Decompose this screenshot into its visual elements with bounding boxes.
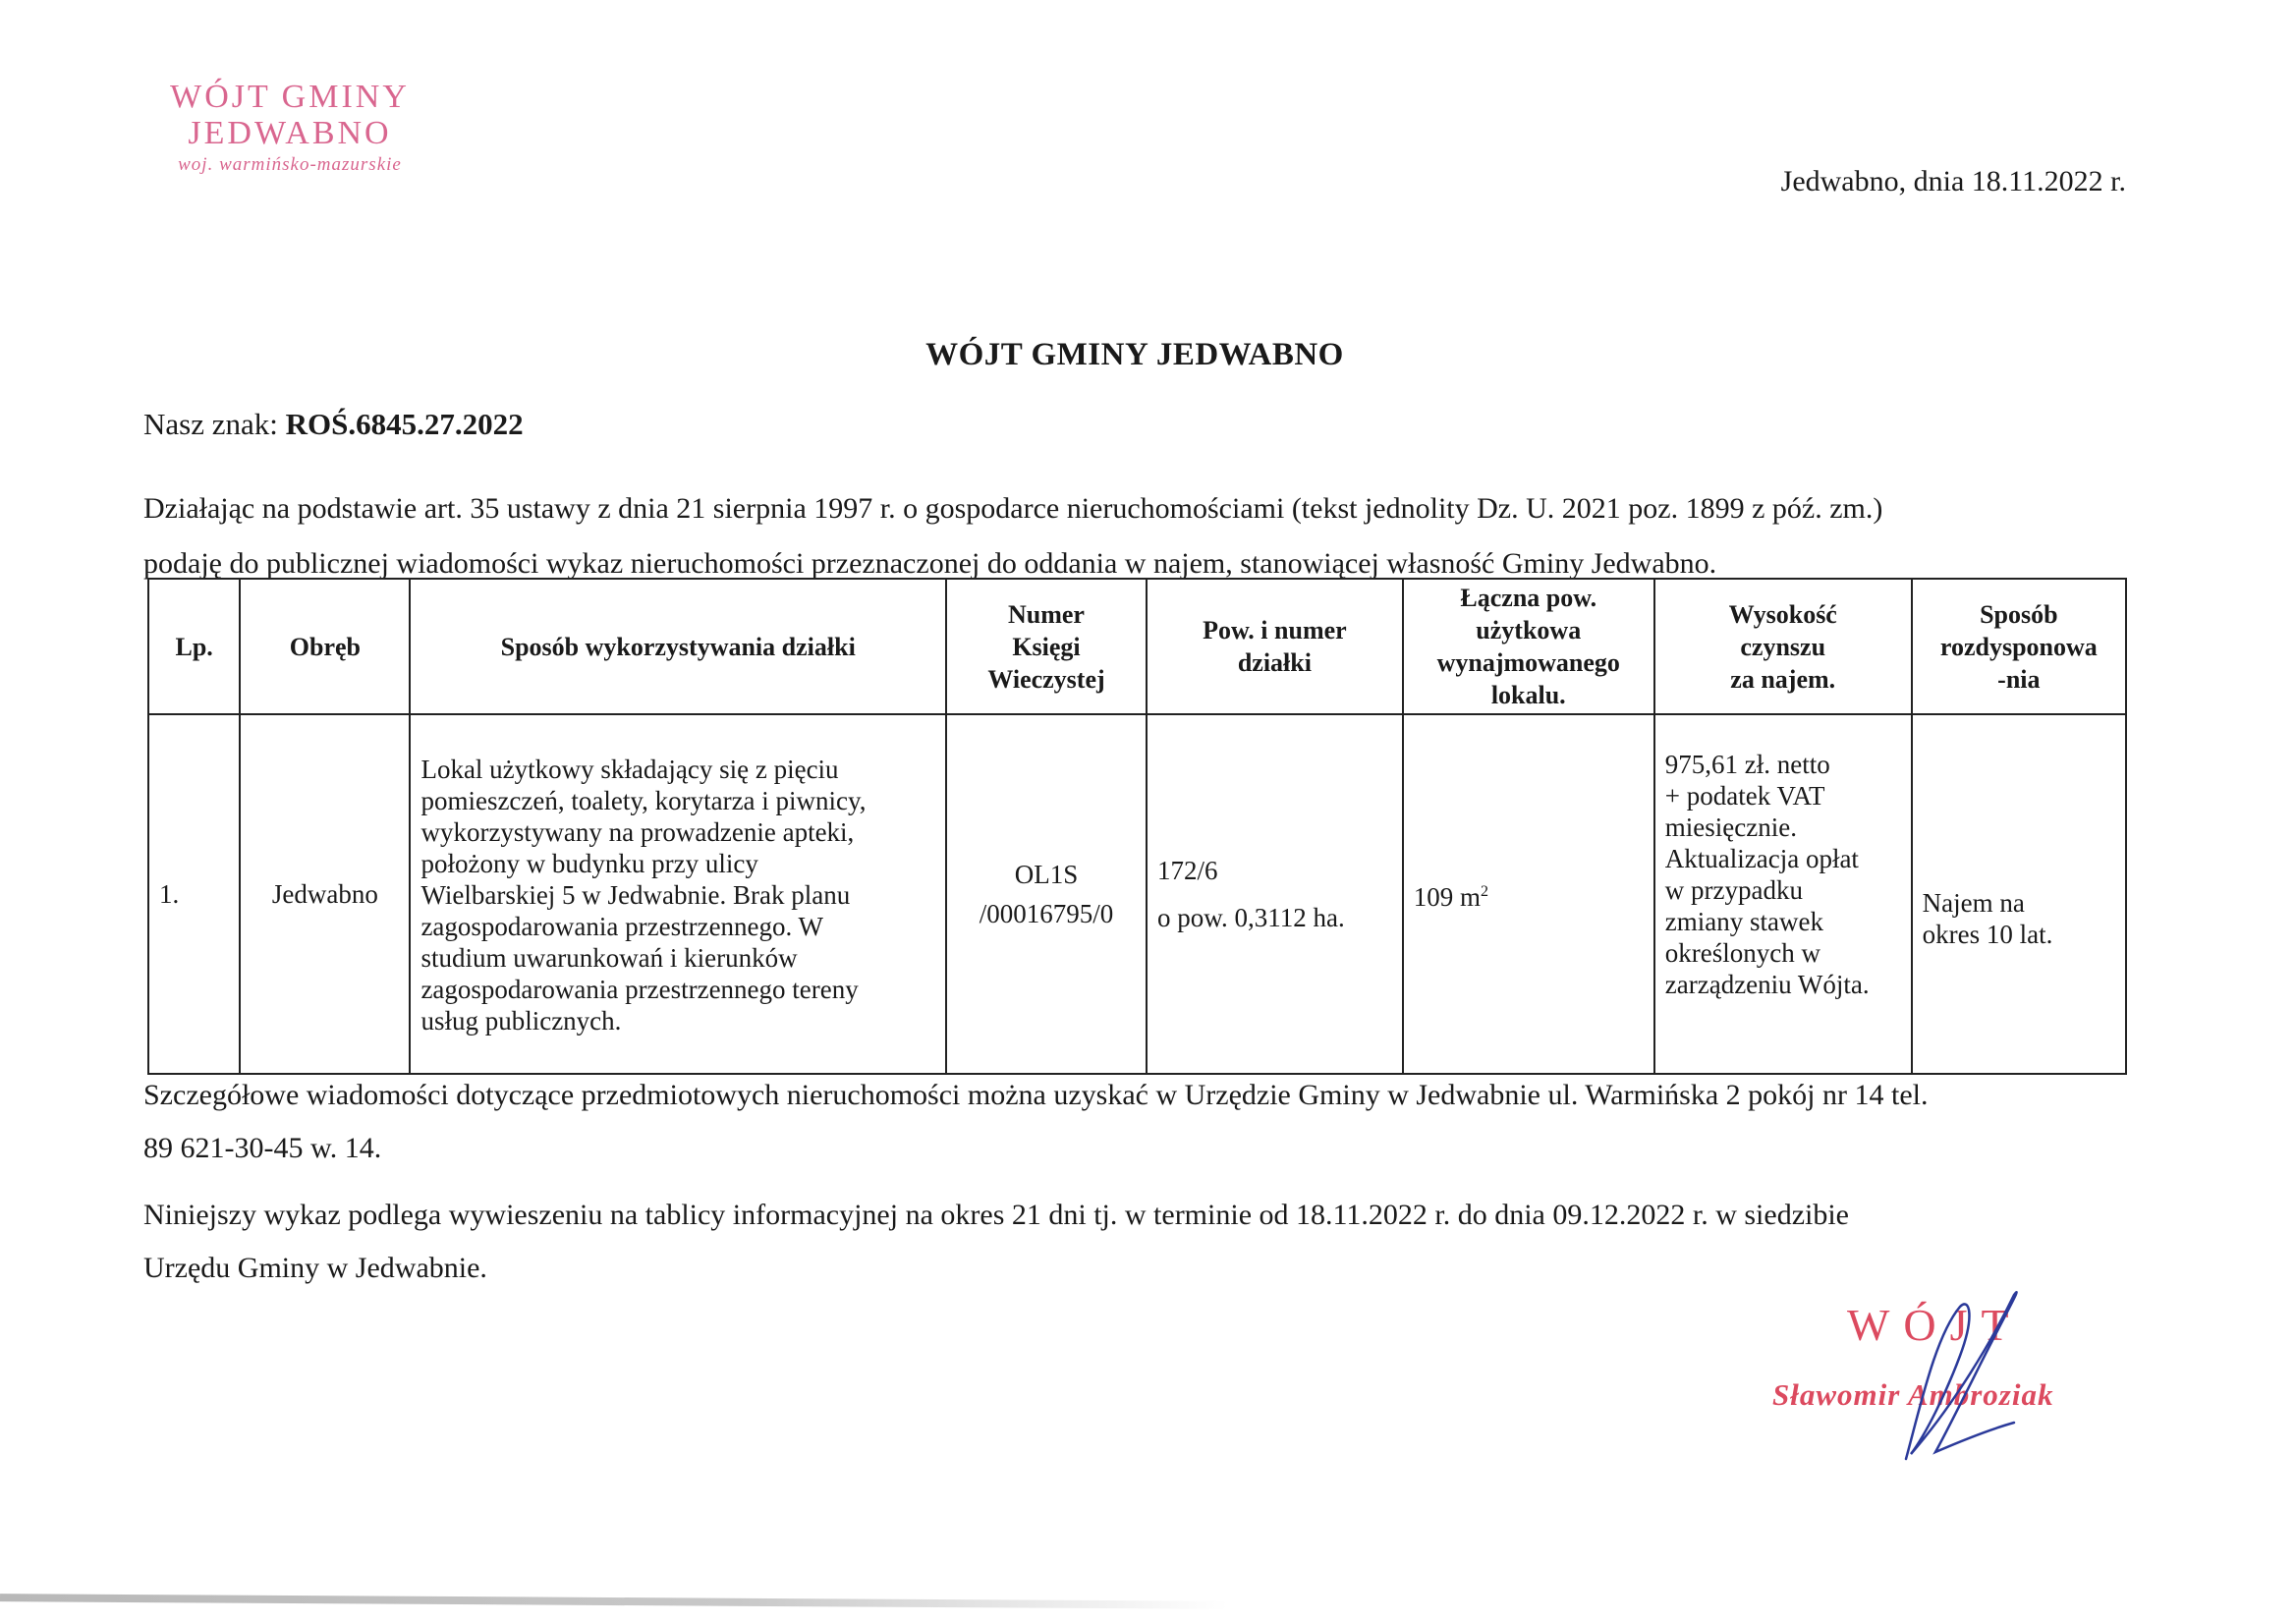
- cell-line: 172/6: [1157, 856, 1218, 885]
- header-text: użytkowa: [1476, 616, 1582, 644]
- header-text: Sposób: [1980, 599, 2058, 629]
- cell-line: zagospodarowania przestrzennego tereny: [420, 975, 859, 1004]
- header-text: -nia: [1997, 664, 2041, 694]
- stamp-line-2: JEDWABNO: [188, 115, 392, 151]
- header-text: czynszu: [1740, 632, 1826, 661]
- cell-line: Lokal użytkowy składający się z pięciu: [420, 755, 839, 784]
- header-text: za najem.: [1730, 664, 1836, 694]
- reference-number: [143, 407, 524, 442]
- document-date: Jedwabno, dnia 18.11.2022 r.: [1780, 165, 2126, 197]
- contact-line-1: Szczegółowe wiadomości dotyczące przedmiotowych nieruchomości można uzyskać w Urzędzie Gminy w Jedwabnie ul. Warmińska 2 pokój nr 14 tel.: [143, 1079, 1929, 1111]
- cell-czynsz: [1654, 714, 1912, 1074]
- cell-line: zagospodarowania przestrzennego. W: [420, 912, 824, 941]
- header-text: lokalu.: [1490, 681, 1566, 709]
- intro-paragraph: [143, 481, 2167, 591]
- stamp-line-1: WÓJT GMINY: [170, 79, 410, 115]
- header-lp: [148, 579, 240, 714]
- cell-rozdysponowanie: [1912, 714, 2126, 1074]
- cell-line: + podatek VAT: [1664, 781, 1825, 811]
- signature-stamp-title: WÓJT: [1847, 1300, 2023, 1350]
- stamp-line-3: woj. warmińsko-mazurskie: [178, 154, 402, 175]
- area-value: 109 m: [1413, 881, 1481, 912]
- document-title: WÓJT GMINY JEDWABNO: [925, 337, 1344, 372]
- header-text: Łączna pow.: [1460, 584, 1597, 612]
- intro-line-2: podaję do publicznej wiadomości wykaz nieruchomości przeznaczonej do oddania w najem, stanowiącej własność Gminy Jedwabno.: [143, 547, 1717, 580]
- cell-line: określonych w: [1664, 938, 1820, 968]
- cell-line: OL1S: [1014, 860, 1079, 889]
- cell-line: /00016795/0: [979, 899, 1114, 928]
- scan-edge-shadow: [0, 1594, 1228, 1609]
- header-text: Wysokość: [1728, 599, 1837, 629]
- header-powierzchnia: [1403, 579, 1654, 714]
- header-dzialka: [1147, 579, 1403, 714]
- header-text: Sposób wykorzystywania działki: [500, 632, 856, 661]
- cell-line: 975,61 zł. netto: [1664, 750, 1830, 779]
- header-text: Numer: [1008, 599, 1085, 629]
- header-text: Pow. i numer: [1203, 616, 1347, 644]
- header-czynsz: [1654, 579, 1912, 714]
- area-superscript: 2: [1481, 882, 1488, 900]
- cell-line: pomieszczeń, toalety, korytarza i piwnicy,: [420, 786, 867, 815]
- header-obreb: [240, 579, 410, 714]
- cell-dzialka: [1147, 714, 1403, 1074]
- cell-line: miesięcznie.: [1664, 812, 1797, 842]
- cell-obreb: Jedwabno: [240, 714, 410, 1074]
- header-text: Wieczystej: [987, 664, 1105, 694]
- contact-line-2: 89 621-30-45 w. 14.: [143, 1132, 382, 1164]
- header-text: Księgi: [1012, 632, 1081, 661]
- cell-lp: 1.: [148, 714, 240, 1074]
- cell-line: usług publicznych.: [420, 1006, 622, 1036]
- property-list-table: [147, 578, 2127, 1075]
- cell-sposob: [410, 714, 946, 1074]
- posting-line-1: Niniejszy wykaz podlega wywieszeniu na tablicy informacyjnej na okres 21 dni tj. w terminie od 18.11.2022 r. do dnia 09.12.2022 r. w siedzibie: [143, 1199, 1850, 1231]
- header-text: działki: [1237, 648, 1312, 677]
- cell-line: Wielbarskiej 5 w Jedwabnie. Brak planu: [420, 880, 851, 910]
- cell-line: Aktualizacja opłat: [1664, 844, 1859, 873]
- header-rozdysponowanie: [1912, 579, 2126, 714]
- cell-line: o pow. 0,3112 ha.: [1157, 903, 1345, 932]
- header-text: Lp.: [175, 632, 213, 661]
- cell-powierzchnia: [1403, 714, 1654, 1074]
- reference-value: ROŚ.6845.27.2022: [285, 407, 524, 441]
- cell-line: studium uwarunkowań i kierunków: [420, 943, 798, 973]
- cell-line: wykorzystywany na prowadzenie apteki,: [420, 817, 855, 847]
- cell-line: położony w budynku przy ulicy: [420, 849, 758, 878]
- reference-label: Nasz znak:: [143, 407, 278, 441]
- table-row: [148, 714, 2126, 1074]
- contact-paragraph: [143, 1069, 2133, 1175]
- info-section: [143, 1069, 2133, 1309]
- posting-line-2: Urzędu Gminy w Jedwabnie.: [143, 1252, 487, 1284]
- cell-line: okres 10 lat.: [1922, 920, 2053, 949]
- posting-paragraph: [143, 1189, 2133, 1295]
- table-header-row: [148, 579, 2126, 714]
- cell-ksiega: [946, 714, 1147, 1074]
- header-sposob: [410, 579, 946, 714]
- header-text: wynajmowanego: [1436, 648, 1620, 677]
- cell-line: zarządzeniu Wójta.: [1664, 970, 1870, 999]
- header-text: rozdysponowa: [1939, 632, 2098, 661]
- header-ksiega: [946, 579, 1147, 714]
- cell-line: w przypadku: [1664, 875, 1803, 905]
- cell-line: Najem na: [1922, 888, 2025, 918]
- cell-line: zmiany stawek: [1664, 907, 1823, 936]
- header-text: Obręb: [289, 632, 361, 661]
- signature-stamp-name: Sławomir Ambroziak: [1772, 1377, 2054, 1412]
- handwritten-signature-icon: [1867, 1277, 2044, 1474]
- office-stamp: [147, 79, 432, 177]
- intro-line-1: Działając na podstawie art. 35 ustawy z dnia 21 sierpnia 1997 r. o gospodarce nieruchomościami (tekst jednolity Dz. U. 2021 poz. 1899 z póź. zm.): [143, 492, 1883, 525]
